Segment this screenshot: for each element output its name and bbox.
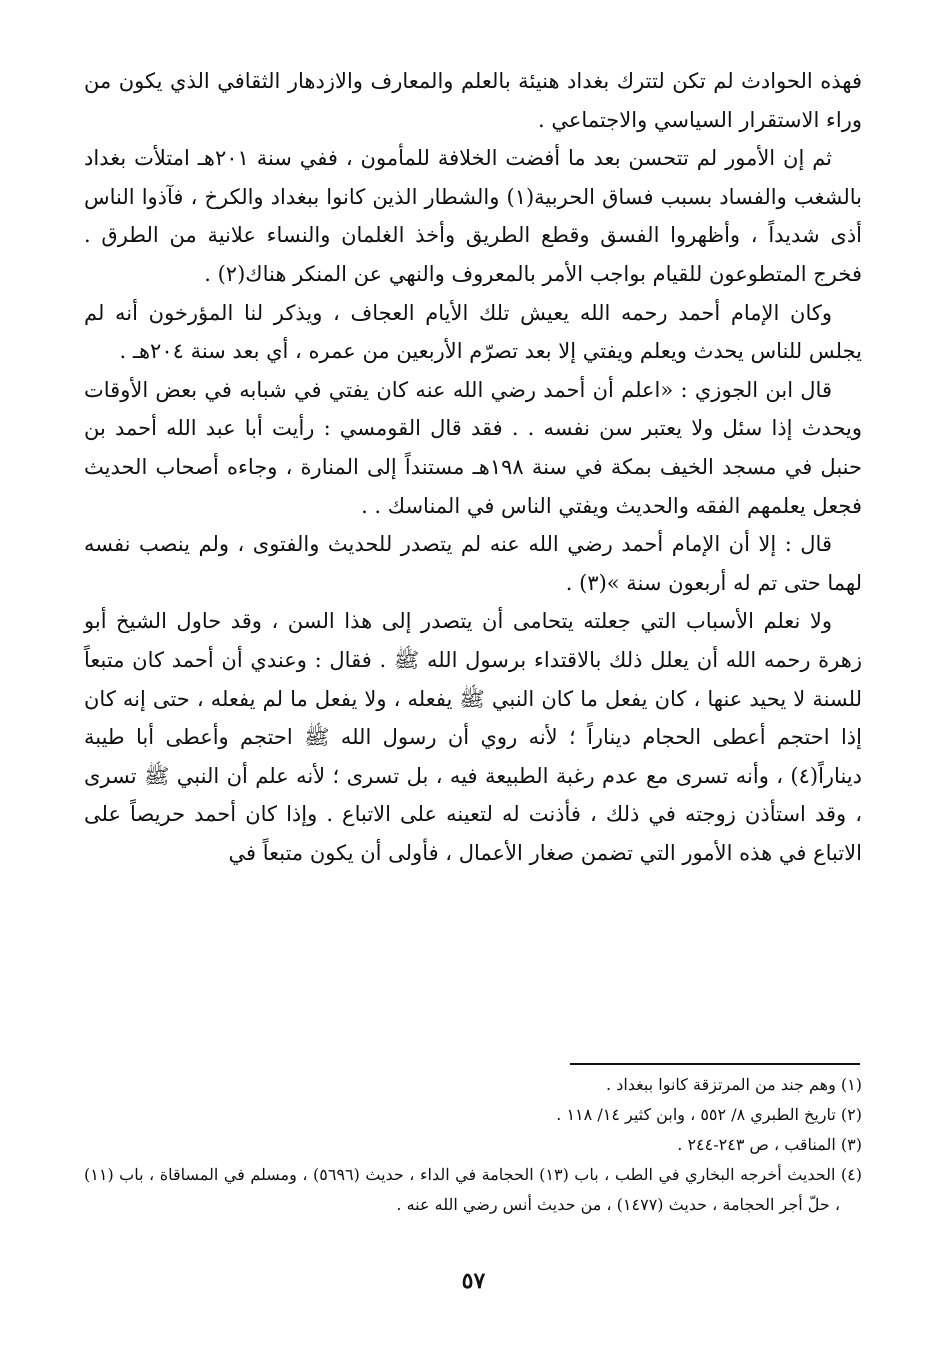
footnote-divider <box>570 1063 860 1065</box>
footnote-3: (٣) المناقب ، ص ٢٤٣-٢٤٤ . <box>677 1135 862 1154</box>
paragraph-6: ولا نعلم الأسباب التي جعلته يتحامى أن يتصدر إلى هذا السن ، وقد حاول الشيخ أبو زهرة رحمه الله أن يعلل ذلك بالاقتداء برسول الله ﷺ . فقال : وعندي أن أحمد كان متبعاً للسنة لا يحيد عنها ، كان يفعل ما كان النبي ﷺ يفعله ، ولا يفعل ما لم يفعله ، حتى إنه كان إذا احتجم أعطى الحجام ديناراً ؛ لأنه روي أن رسول الله ﷺ احتجم وأعطى أبا طيبة ديناراً(٤) ، وأنه تسرى مع عدم رغبة الطبيعة فيه ، بل تسرى ؛ لأنه علم أن النبي ﷺ تسرى ، وقد استأذن زوجته في ذلك ، فأذنت له لتعينه على الاتباع . وإذا كان أحمد حريصاً على الاتباع في هذه الأمور التي تضمن صغار الأعمال ، فأولى أن يكون متبعاً في <box>84 609 862 865</box>
paragraph-4: قال ابن الجوزي : «اعلم أن أحمد رضي الله عنه كان يفتي في شبابه في بعض الأوقات ويحدث إذا سئل ولا يعتبر سن نفسه . . فقد قال القومسي : رأيت أبا عبد الله أحمد بن حنبل في مسجد الخيف بمكة في سنة ١٩٨هـ مستنداً إلى المنارة ، وجاءه أصحاب الحديث فجعل يعلمهم الفقه والحديث ويفتي الناس في المناسك . . <box>84 377 862 518</box>
footnote-4: (٤) الحديث أخرجه البخاري في الطب ، باب (١٣) الحجامة في الداء ، حديث (٥٦٩٦) ، ومسلم في المساقاة ، باب (١١) ، حلّ أجر الحجامة ، حديث (١٤٧٧) ، من حديث أنس رضي الله عنه . <box>84 1165 862 1214</box>
paragraph-5: قال : إلا أن الإمام أحمد رضي الله عنه لم يتصدر للحديث والفتوى ، ولم ينصب نفسه لهما حتى تم له أربعون سنة »(٣) . <box>84 532 862 595</box>
footnote-1: (١) وهم جند من المرتزقة كانوا ببغداد . <box>606 1075 862 1094</box>
footnote-2: (٢) تاريخ الطبري ٨/ ٥٥٢ ، وابن كثير ١٤/ ١١٨ . <box>556 1105 862 1124</box>
paragraph-3: وكان الإمام أحمد رحمه الله يعيش تلك الأيام العجاف ، ويذكر لنا المؤرخون أنه لم يجلس للناس يحدث ويعلم ويفتي إلا بعد تصرّم الأربعين من عمره ، أي بعد سنة ٢٠٤هـ . <box>84 300 862 364</box>
main-text <box>84 62 862 872</box>
paragraph-1: فهذه الحوادث لم تكن لتترك بغداد هنيئة بالعلم والمعارف والازدهار الثقافي الذي يكون من وراء الاستقرار السياسي والاجتماعي . <box>84 69 862 132</box>
page-number: ٥٧ <box>461 1268 486 1294</box>
paragraph-2: ثم إن الأمور لم تتحسن بعد ما أفضت الخلافة للمأمون ، ففي سنة ٢٠١هـ امتلأت بغداد بالشغب والفساد بسبب فساق الحربية(١) والشطار الذين كانوا ببغداد والكرخ ، فآذوا الناس أذى شديداً ، وأظهروا الفسق وقطع الطريق وأخذ الغلمان والنساء علانية من الطرق . فخرج المتطوعون للقيام بواجب الأمر بالمعروف والنهي عن المنكر هناك(٢) . <box>84 146 862 286</box>
footnotes <box>84 1070 862 1220</box>
